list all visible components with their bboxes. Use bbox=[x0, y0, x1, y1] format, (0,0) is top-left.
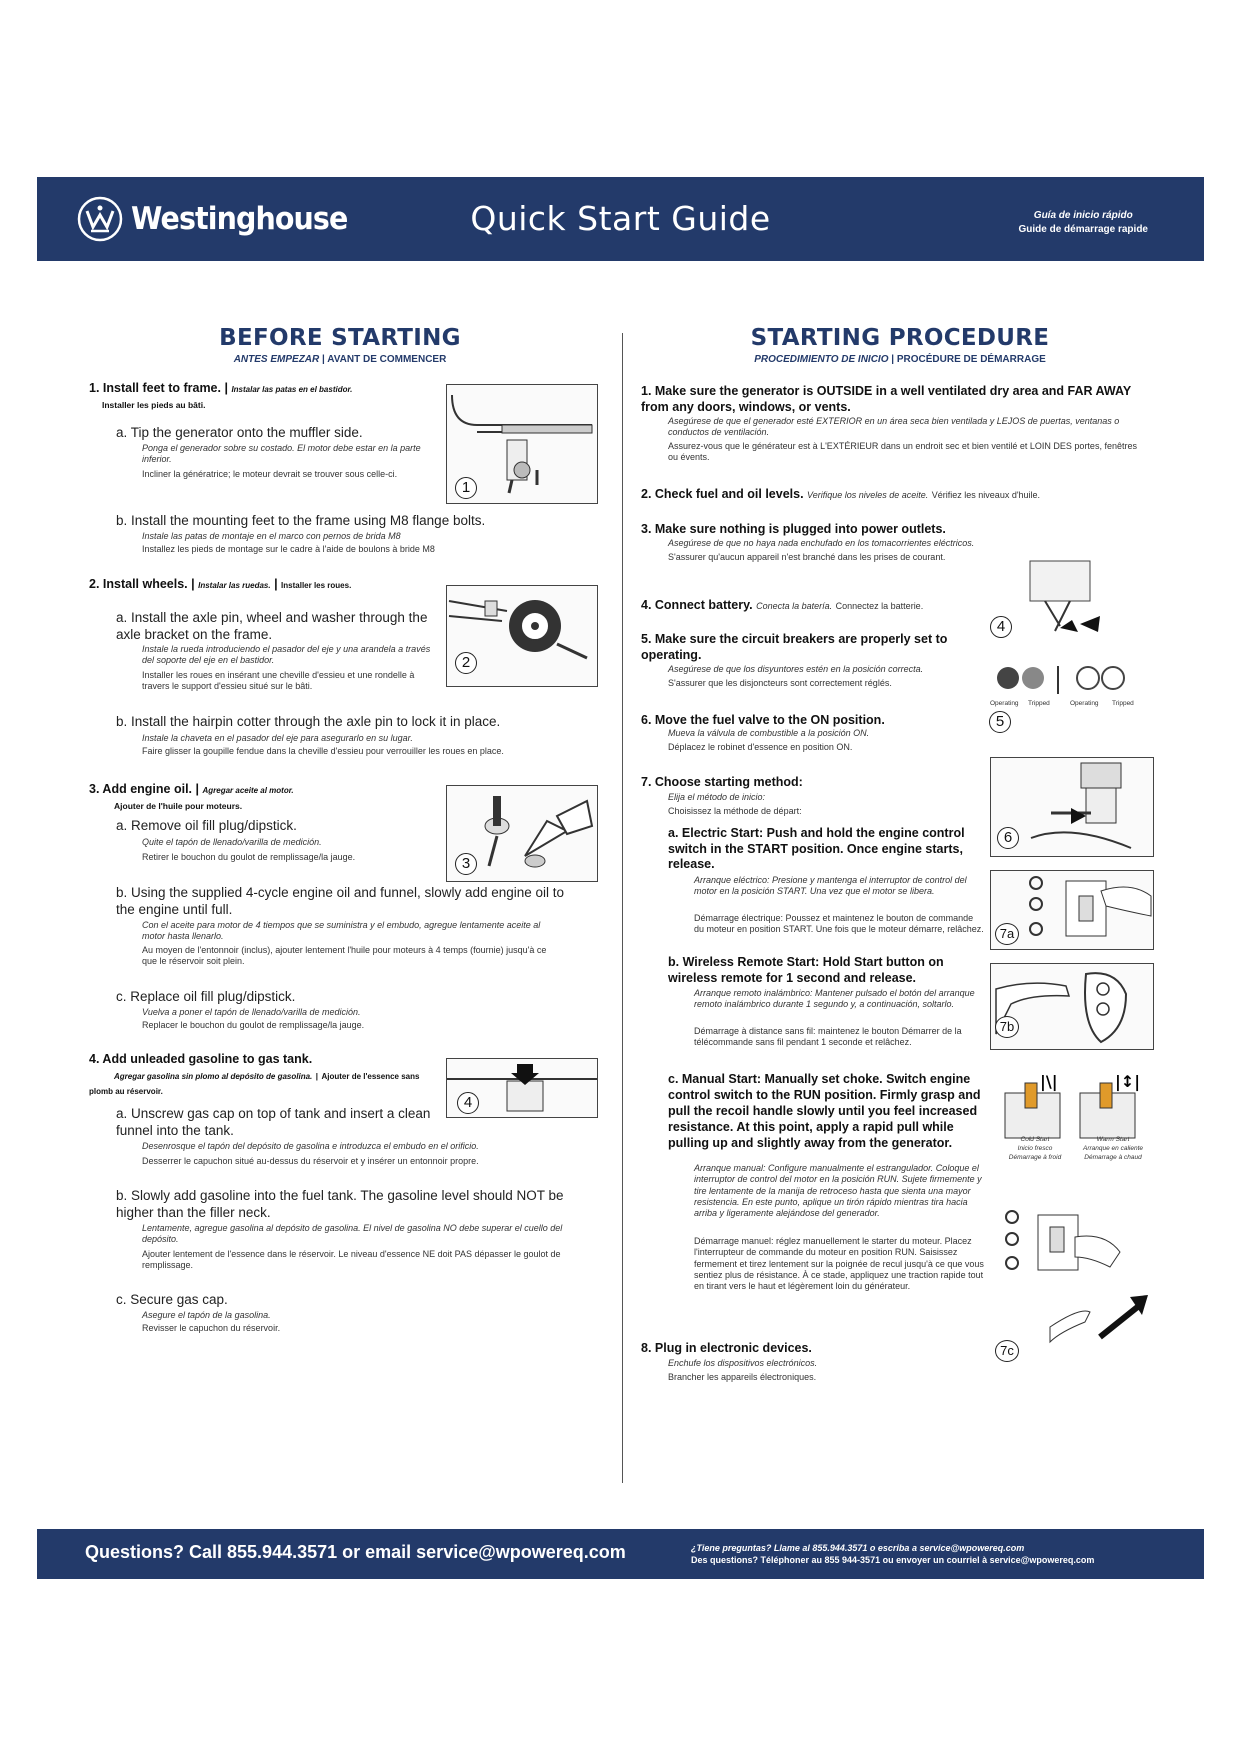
right-step-7c-fr: Démarrage manuel: réglez manuellement le starter du moteur. Placez l'interrupteur de commande du moteur en position RUN. Saisissez fermement et tirez lentement sur la poignée de recul jusqu'à ce que vous sentiez plus de résistance. À ce stade, appliquez une traction rapide tout en tirant vers le haut et légèrement loin du générateur. bbox=[694, 1236, 984, 1291]
step-title-fr: Ajouter de l'huile pour moteurs. bbox=[114, 800, 243, 811]
left-step-1-heading: 1. Install feet to frame. | Instalar las patas en el bastidor. Installer les pieds au bâti. bbox=[89, 381, 353, 410]
right-step-7-es: Elija el método de inicio: bbox=[668, 792, 766, 802]
left-step-2a-fr: Installer les roues en insérant une cheville d'essieu et une rondelle à travers le support d'essieu situé sur le bâti. bbox=[142, 670, 415, 692]
right-step-4-heading bbox=[641, 598, 1001, 614]
figure-number: 1 bbox=[455, 477, 477, 499]
step-title: 2. Install wheels. bbox=[89, 577, 188, 591]
right-step-2-heading bbox=[641, 487, 1161, 503]
step-title-es: Instalar las ruedas. bbox=[198, 581, 271, 590]
column-divider bbox=[622, 333, 623, 1483]
cold-start-fr: Démarrage à froid bbox=[1008, 1154, 1062, 1161]
step-title-es: Agregar aceite al motor. bbox=[202, 786, 294, 795]
figure-number: 6 bbox=[997, 827, 1019, 849]
left-step-2b-es: Instale la chaveta en el pasador del eje para asegurarlo en su lugar. bbox=[142, 733, 413, 743]
warm-start-es: Arranque en caliente bbox=[1083, 1145, 1143, 1152]
right-step-7c-es: Arranque manual: Configure manualmente el estrangulador. Coloque el interruptor de control del motor en la posición RUN. Sujete firmemente y tire lentamente de la manija de retroceso hasta que sienta una mayor resistencia. En este punto, aplique un tirón rápido mientras tira hacia arriba y ligeramente alejándose del generador. bbox=[694, 1163, 982, 1218]
warm-start-label bbox=[1077, 1135, 1147, 1162]
left-step-3c-fr: Replacer le bouchon du goulot de remplissage/la jauge. bbox=[142, 1020, 365, 1030]
right-step-3-heading: 3. Make sure nothing is plugged into power outlets. bbox=[641, 522, 946, 536]
left-step-4a-fr: Desserrer le capuchon situé au-dessus du réservoir et y insérer un entonnoir propre. bbox=[142, 1156, 479, 1166]
footer-contact: Questions? Call 855.944.3571 or email service@wpowereq.com bbox=[85, 1542, 626, 1562]
subtitle-es: ANTES EMPEZAR bbox=[233, 354, 320, 365]
step-title-fr: Vérifiez les niveaux d'huile. bbox=[931, 490, 1041, 500]
right-step-8-fr: Brancher les appareils électroniques. bbox=[668, 1372, 817, 1382]
right-step-1-fr: Assurez-vous que le générateur est à L'EXTÉRIEUR dans un endroit sec et bien ventilé et LOIN DES portes, fenêtres ou évents. bbox=[668, 441, 1137, 463]
figure-number: 2 bbox=[455, 652, 477, 674]
right-step-6-fr: Déplacez le robinet d'essence en position ON. bbox=[668, 742, 853, 752]
right-step-6-es: Mueva la válvula de combustible a la posición ON. bbox=[668, 728, 870, 738]
figure-7a bbox=[990, 870, 1154, 950]
figure-number: 4 bbox=[457, 1092, 479, 1114]
figure-7b bbox=[990, 963, 1154, 1050]
page-subtitle bbox=[1019, 209, 1149, 237]
subtitle-fr: Guide de démarrage rapide bbox=[1018, 224, 1148, 235]
left-step-4c: c. Secure gas cap. bbox=[116, 1292, 228, 1307]
starting-procedure-subtitle: PROCEDIMIENTO DE INICIO | PROCÉDURE DE DÉMARRAGE bbox=[754, 354, 1046, 365]
subtitle-es: Guía de inicio rápido bbox=[1033, 210, 1133, 221]
left-step-2-heading: 2. Install wheels. | Instalar las ruedas. | Installer les roues. bbox=[89, 577, 352, 591]
subtitle-es: PROCEDIMIENTO DE INICIO bbox=[754, 354, 889, 365]
step-title: 3. Add engine oil. bbox=[89, 782, 193, 796]
right-step-8-heading: 8. Plug in electronic devices. bbox=[641, 1341, 812, 1355]
footer-fr: Des questions? Téléphoner au 855 944-3571 ou envoyer un courriel à service@wpowereq.com bbox=[691, 1555, 1095, 1565]
left-step-3a: a. Remove oil fill plug/dipstick. bbox=[116, 818, 297, 833]
figure-7c-choke bbox=[995, 1073, 1147, 1163]
figure-number: 7a bbox=[995, 923, 1019, 945]
left-step-1b-fr: Installez les pieds de montage sur le cadre à l'aide de boulons à bride M8 bbox=[142, 544, 435, 554]
figure-3 bbox=[446, 785, 598, 882]
left-step-3b-fr: Au moyen de l'entonnoir (inclus), ajouter lentement l'huile pour moteurs à 4 temps (fournie) jusqu'à ce que le réservoir soit plein. bbox=[142, 945, 547, 967]
starting-procedure-title: STARTING PROCEDURE bbox=[750, 325, 1050, 351]
right-step-3-es: Asegúrese de que no haya nada enchufado en los tomacorrientes eléctricos. bbox=[668, 538, 975, 548]
breaker-label: Operating bbox=[1070, 700, 1099, 707]
warm-start-en: Warm Start bbox=[1096, 1136, 1130, 1143]
subtitle-fr: PROCÉDURE DE DÉMARRAGE bbox=[896, 354, 1046, 365]
left-step-4c-es: Asegure el tapón de la gasolina. bbox=[142, 1310, 271, 1320]
breaker-label: Tripped bbox=[1028, 700, 1050, 707]
left-step-4b-es: Lentamente, agregue gasolina al depósito de gasolina. El nivel de gasolina NO debe superar el cuello del depósito. bbox=[142, 1223, 563, 1245]
right-step-5-es: Asegúrese de que los disyuntores estén en la posición correcta. bbox=[668, 664, 924, 674]
footer-contact-translations bbox=[691, 1542, 1094, 1566]
footer-es: ¿Tiene preguntas? Llame al 855.944.3571 o escriba a service@wpowereq.com bbox=[691, 1543, 1025, 1553]
left-step-1a-es: Ponga el generador sobre su costado. El motor debe estar en la parte inferior. bbox=[142, 443, 421, 465]
before-starting-title: BEFORE STARTING bbox=[219, 325, 461, 351]
left-step-2a-es: Instale la rueda introduciendo el pasador del eje y una arandela a través del soporte del eje en el bastidor. bbox=[142, 644, 431, 666]
footer-band bbox=[37, 1529, 1204, 1579]
right-step-5-heading: 5. Make sure the circuit breakers are properly set to operating. bbox=[641, 632, 948, 662]
figure-2 bbox=[446, 585, 598, 687]
right-step-8-es: Enchufe los dispositivos electrónicos. bbox=[668, 1358, 818, 1368]
left-step-1a-fr: Incliner la génératrice; le moteur devrait se trouver sous celle-ci. bbox=[142, 469, 398, 479]
left-step-4c-fr: Revisser le capuchon du réservoir. bbox=[142, 1323, 281, 1333]
left-step-1b: b. Install the mounting feet to the frame using M8 flange bolts. bbox=[116, 513, 486, 528]
figure-r4 bbox=[990, 546, 1140, 646]
step-title-es: Agregar gasolina sin plomo al depósito de gasolina. bbox=[114, 1071, 313, 1081]
figure-number: 7c bbox=[995, 1340, 1019, 1362]
left-step-3a-fr: Retirer le bouchon du goulot de remplissage/la jauge. bbox=[142, 852, 356, 862]
right-step-6-heading: 6. Move the fuel valve to the ON position. bbox=[641, 713, 885, 727]
figure-number: 7b bbox=[995, 1016, 1019, 1038]
left-step-3c-es: Vuelva a poner el tapón de llenado/varilla de medición. bbox=[142, 1007, 361, 1017]
figure-4 bbox=[446, 1058, 598, 1118]
right-step-7-heading: 7. Choose starting method: bbox=[641, 775, 803, 789]
breaker-label: Operating bbox=[990, 700, 1019, 707]
right-step-5-fr: S'assurer que les disjoncteurs sont correctement réglés. bbox=[668, 678, 892, 688]
right-step-3-fr: S'assurer qu'aucun appareil n'est branché dans les prises de courant. bbox=[668, 552, 946, 562]
left-step-4b: b. Slowly add gasoline into the fuel tank. The gasoline level should NOT be higher than the filler neck. bbox=[116, 1188, 564, 1220]
figure-number: 4 bbox=[990, 616, 1012, 638]
svg-text:|\|: |\| bbox=[1040, 1073, 1058, 1091]
step-title-es: Instalar las patas en el bastidor. bbox=[231, 385, 353, 394]
brand-name: Westinghouse bbox=[131, 201, 348, 237]
figure-1 bbox=[446, 384, 598, 504]
right-step-7b-es: Arranque remoto inalámbrico: Mantener pulsado el botón del arranque remoto inalámbrico durante 1 segundo y, a continuación, soltarlo. bbox=[694, 988, 975, 1010]
figure-number: 5 bbox=[989, 711, 1011, 733]
right-step-1-heading: 1. Make sure the generator is OUTSIDE in a well ventilated dry area and FAR AWAY from any doors, windows, or vents. bbox=[641, 384, 1131, 414]
figure-number: 3 bbox=[455, 853, 477, 875]
left-step-1b-es: Instale las patas de montaje en el marco con pernos de brida M8 bbox=[142, 531, 401, 541]
step-title: 4. Add unleaded gasoline to gas tank. bbox=[89, 1052, 313, 1066]
left-step-3a-es: Quite el tapón de llenado/varilla de medición. bbox=[142, 837, 322, 847]
header-band bbox=[37, 177, 1204, 261]
left-step-3b: b. Using the supplied 4-cycle engine oil and funnel, slowly add engine oil to the engine until full. bbox=[116, 885, 565, 917]
figure-r5 bbox=[988, 656, 1148, 736]
left-step-4a: a. Unscrew gas cap on top of tank and insert a clean funnel into the tank. bbox=[116, 1106, 431, 1138]
step-title-es: Conecta la batería. bbox=[756, 601, 833, 611]
step-title: 4. Connect battery. bbox=[641, 598, 753, 612]
left-step-4-heading: 4. Add unleaded gasoline to gas tank. Agregar gasolina sin plomo al depósito de gasolina. | Ajouter de l'essence sans plomb au réservoir. bbox=[89, 1052, 420, 1097]
figure-7c bbox=[990, 1197, 1152, 1367]
left-step-3b-es: Con el aceite para motor de 4 tiempos que se suministra y el embudo, agregue lentamente aceite al motor hasta llenarlo. bbox=[142, 920, 541, 942]
right-step-7a-heading: a. Electric Start: Push and hold the engine control switch in the START position. Once engine starts, release. bbox=[668, 826, 965, 872]
right-step-7-fr: Choisissez la méthode de départ: bbox=[668, 806, 802, 816]
left-step-2b-fr: Faire glisser la goupille fendue dans la cheville d'essieu pour verrouiller les roues en place. bbox=[142, 746, 504, 756]
step-title: 1. Install feet to frame. bbox=[89, 381, 221, 395]
cold-start-label bbox=[1005, 1135, 1065, 1162]
right-step-7c-heading: c. Manual Start: Manually set choke. Switch engine control switch to the RUN position. Firmly grasp and pull the recoil handle slowly until you feel increased resistance. At this point, apply a rapid pull while pulling up and slightly away from the generator. bbox=[668, 1072, 981, 1150]
left-step-3-heading: 3. Add engine oil. | Agregar aceite al motor. Ajouter de l'huile pour moteurs. bbox=[89, 782, 294, 811]
right-step-1-es: Asegúrese de que el generador esté EXTERIOR en un área seca bien ventilada y LEJOS de puertas, ventanas o conductos de ventilación. bbox=[668, 416, 1120, 438]
step-title-es: Verifique los niveles de aceite. bbox=[807, 490, 929, 500]
right-step-7a-es: Arranque eléctrico: Presione y mantenga el interruptor de control del motor en la posición START. Una vez que el motor se libera. bbox=[694, 875, 967, 897]
step-title-fr: Installer les pieds au bâti. bbox=[102, 399, 206, 410]
step-title-fr: Connectez la batterie. bbox=[835, 601, 924, 611]
step-title-fr: Installer les roues. bbox=[281, 581, 352, 590]
step-title-fr: Ajouter de l'essence sans plomb au réservoir. bbox=[89, 1071, 420, 1097]
left-step-4b-fr: Ajouter lentement de l'essence dans le réservoir. Le niveau d'essence NE doit PAS dépasser le goulot de remplissage. bbox=[142, 1249, 561, 1271]
step-title: 2. Check fuel and oil levels. bbox=[641, 487, 804, 501]
figure-6 bbox=[990, 757, 1154, 857]
right-step-7b-heading: b. Wireless Remote Start: Hold Start button on wireless remote for 1 second and release. bbox=[668, 955, 944, 985]
cold-start-es: Inicio fresco bbox=[1017, 1145, 1053, 1152]
left-step-3c: c. Replace oil fill plug/dipstick. bbox=[116, 989, 296, 1004]
left-step-4a-es: Desenrosque el tapón del depósito de gasolina e introduzca el embudo en el orificio. bbox=[142, 1141, 479, 1151]
right-step-7b-fr: Démarrage à distance sans fil: maintenez le bouton Démarrer de la télécommande sans fil pendant 1 seconde et relâchez. bbox=[694, 1026, 962, 1048]
before-starting-subtitle: ANTES EMPEZAR | AVANT DE COMMENCER bbox=[233, 354, 447, 365]
subtitle-fr: AVANT DE COMMENCER bbox=[327, 354, 447, 365]
cold-start-en: Cold Start bbox=[1020, 1136, 1050, 1143]
right-step-7a-fr: Démarrage électrique: Poussez et maintenez le bouton de commande du moteur en position START. Une fois que le moteur démarre, relâchez. bbox=[694, 913, 984, 935]
left-step-2b: b. Install the hairpin cotter through the axle pin to lock it in place. bbox=[116, 714, 501, 729]
page-title: Quick Start Guide bbox=[470, 199, 771, 238]
breaker-label: Tripped bbox=[1112, 700, 1134, 707]
left-step-1a: a. Tip the generator onto the muffler side. bbox=[116, 425, 363, 440]
svg-text:|↕|: |↕| bbox=[1115, 1073, 1141, 1091]
warm-start-fr: Démarrage à chaud bbox=[1084, 1154, 1142, 1161]
left-step-2a: a. Install the axle pin, wheel and washer through the axle bracket on the frame. bbox=[116, 610, 428, 642]
